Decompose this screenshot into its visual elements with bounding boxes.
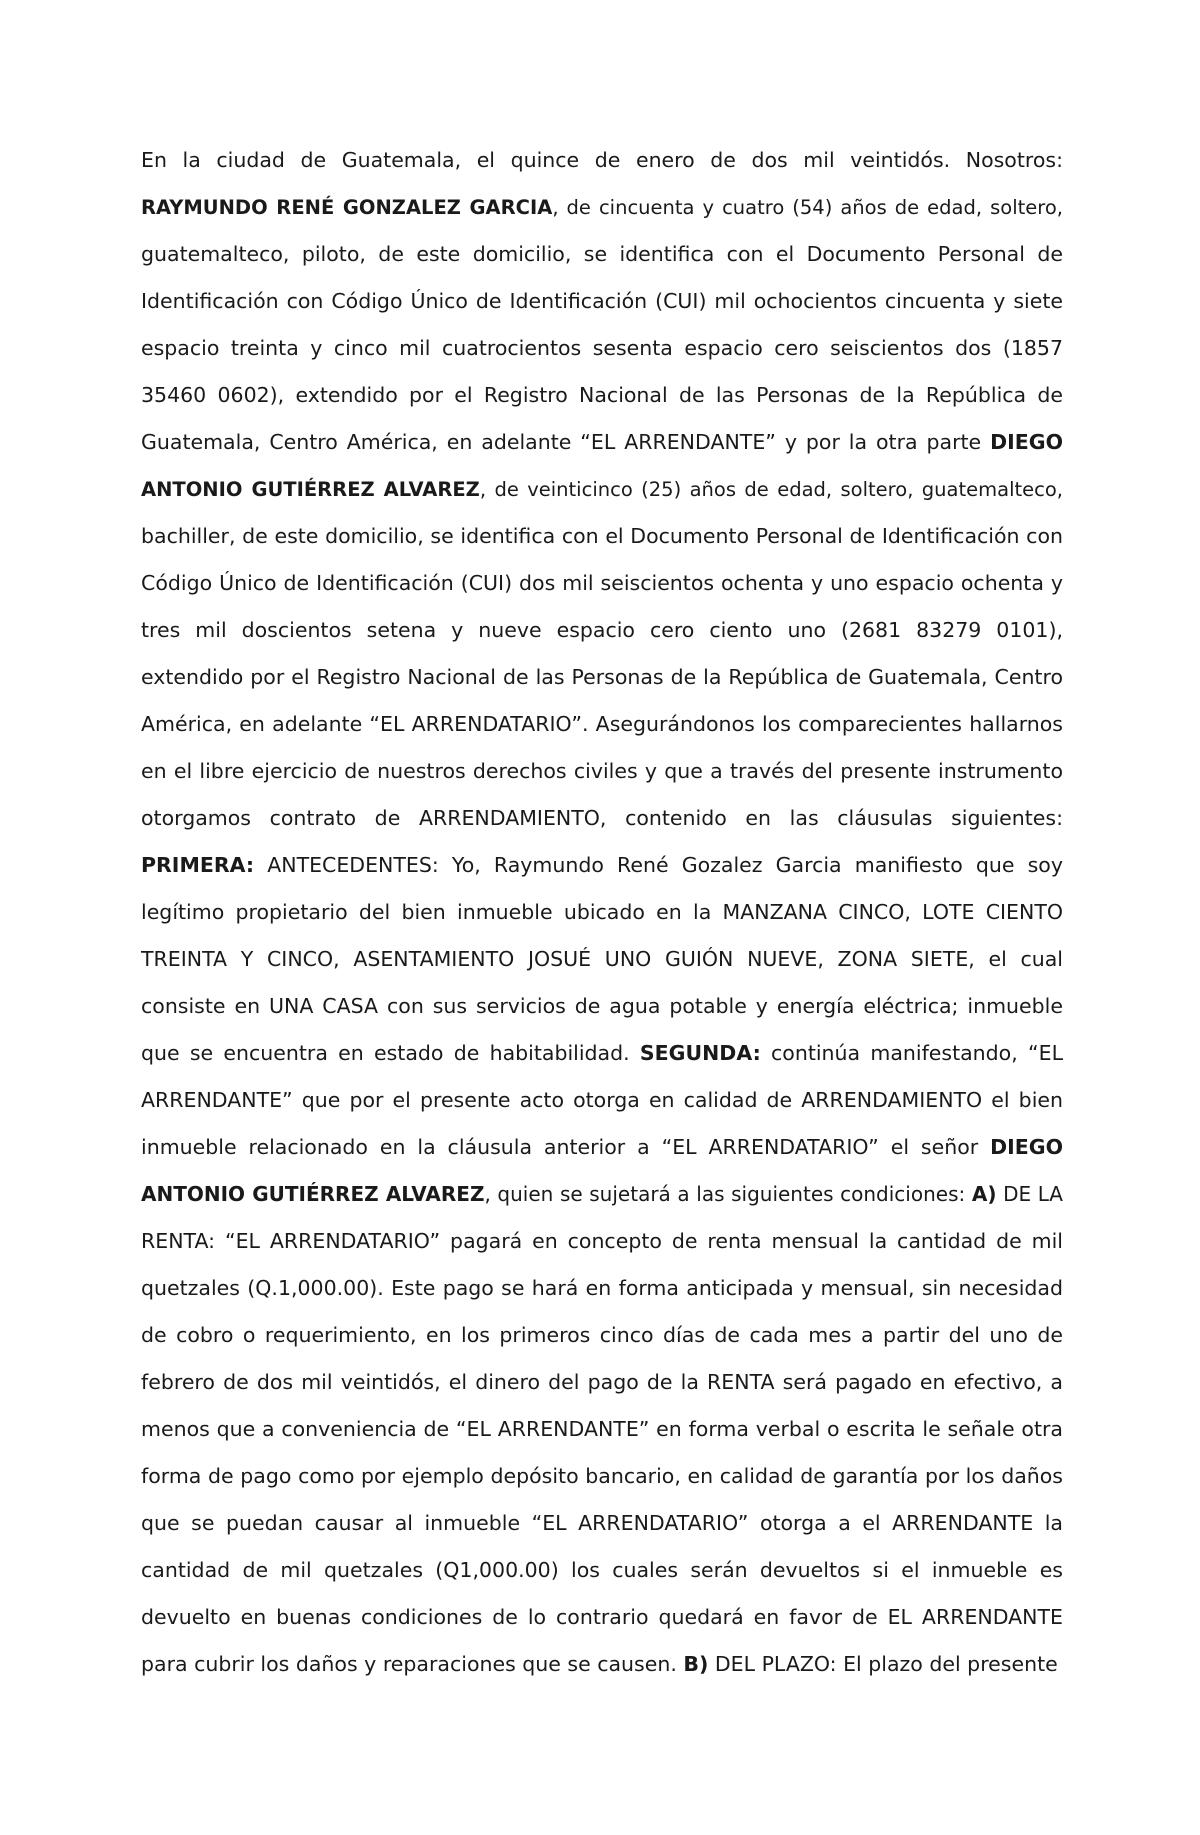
- text-segment: , de cincuenta y cuatro (54) años de edad, soltero,: [552, 196, 1063, 219]
- text-segment: bachiller, de este domicilio, se identifica con el Documento Personal de Identificación con: [141, 524, 1063, 548]
- text-segment: que se puedan causar al inmueble “EL ARRENDATARIO” otorga a el ARRENDANTE la: [141, 1511, 1063, 1535]
- text-line: [141, 1500, 1063, 1547]
- text-segment: que se encuentra en estado de habitabilidad.: [141, 1041, 640, 1065]
- text-line: [141, 983, 1063, 1030]
- text-line: [141, 278, 1063, 325]
- text-line: [141, 466, 1063, 513]
- text-segment: continúa manifestando, “EL: [760, 1041, 1063, 1065]
- text-line: [141, 372, 1063, 419]
- text-segment: consiste en UNA CASA con sus servicios de agua potable y energía eléctrica; inmueble: [141, 994, 1063, 1018]
- text-segment: para cubrir los daños y reparaciones que se causen.: [141, 1652, 684, 1676]
- text-line: [141, 701, 1063, 748]
- bold-text-segment: A): [971, 1182, 997, 1206]
- text-segment: tres mil doscientos setena y nueve espacio cero ciento uno (2681 83279 0101),: [141, 618, 1063, 642]
- text-line: [141, 936, 1063, 983]
- text-segment: Identificación con Código Único de Identificación (CUI) mil ochocientos cincuenta y siete: [141, 289, 1063, 313]
- text-segment: inmueble relacionado en la cláusula anterior a “EL ARRENDATARIO” el señor: [141, 1135, 991, 1159]
- text-line: [141, 419, 1063, 466]
- text-line: [141, 184, 1063, 231]
- text-line: [141, 325, 1063, 372]
- text-segment: DE LA: [996, 1182, 1063, 1206]
- text-line: [141, 1124, 1063, 1171]
- text-segment: ANTECEDENTES: Yo, Raymundo René Gozalez Garcia manifiesto que soy: [254, 853, 1063, 877]
- bold-text-segment: SEGUNDA:: [639, 1041, 761, 1065]
- text-segment: en el libre ejercicio de nuestros derechos civiles y que a través del presente instrumento: [141, 759, 1063, 783]
- text-line: [141, 795, 1063, 842]
- text-line: [141, 1030, 1063, 1077]
- text-line: [141, 1641, 1063, 1688]
- text-segment: legítimo propietario del bien inmueble ubicado en la MANZANA CINCO, LOTE CIENTO: [141, 900, 1063, 924]
- text-line: [141, 748, 1063, 795]
- text-segment: forma de pago como por ejemplo depósito bancario, en calidad de garantía por los daños: [141, 1464, 1063, 1488]
- text-line: [141, 1265, 1063, 1312]
- text-segment: Código Único de Identificación (CUI) dos mil seiscientos ochenta y uno espacio ochenta y: [141, 571, 1063, 595]
- text-line: [141, 1218, 1063, 1265]
- text-segment: devuelto en buenas condiciones de lo contrario quedará en favor de EL ARRENDANTE: [141, 1605, 1063, 1629]
- text-segment: febrero de dos mil veintidós, el dinero del pago de la RENTA será pagado en efectivo, a: [141, 1370, 1063, 1394]
- text-line: [141, 1406, 1063, 1453]
- text-segment: En la ciudad de Guatemala, el quince de enero de dos mil veintidós. Nosotros:: [141, 148, 1063, 172]
- text-segment: de cobro o requerimiento, en los primeros cinco días de cada mes a partir del uno de: [141, 1323, 1063, 1347]
- text-line: [141, 513, 1063, 560]
- text-line: [141, 889, 1063, 936]
- text-segment: quetzales (Q.1,000.00). Este pago se hará en forma anticipada y mensual, sin necesidad: [141, 1276, 1063, 1300]
- bold-text-segment: DIEGO: [990, 1135, 1063, 1159]
- text-line: [141, 1594, 1063, 1641]
- text-line: [141, 1359, 1063, 1406]
- text-line: [141, 1171, 1063, 1218]
- text-line: [141, 231, 1063, 278]
- text-segment: cantidad de mil quetzales (Q1,000.00) los cuales serán devueltos si el inmueble es: [141, 1558, 1063, 1582]
- text-line: [141, 1547, 1063, 1594]
- contract-text: [141, 137, 1063, 1688]
- text-segment: espacio treinta y cinco mil cuatrocientos sesenta espacio cero seiscientos dos (1857: [141, 336, 1063, 360]
- text-segment: guatemalteco, piloto, de este domicilio, se identifica con el Documento Personal de: [141, 242, 1063, 266]
- text-segment: Guatemala, Centro América, en adelante “EL ARRENDANTE” y por la otra parte: [141, 430, 991, 454]
- text-segment: , de veinticinco (25) años de edad, soltero, guatemalteco,: [479, 478, 1063, 501]
- text-segment: DEL PLAZO: El plazo del presente: [708, 1652, 1058, 1676]
- text-line: [141, 560, 1063, 607]
- bold-text-segment: DIEGO: [990, 430, 1063, 454]
- text-segment: , quien se sujetará a las siguientes condiciones:: [484, 1182, 972, 1206]
- text-line: [141, 1453, 1063, 1500]
- text-line: [141, 654, 1063, 701]
- text-segment: ARRENDANTE” que por el presente acto otorga en calidad de ARRENDAMIENTO el bien: [141, 1088, 1063, 1112]
- text-line: [141, 842, 1063, 889]
- text-segment: TREINTA Y CINCO, ASENTAMIENTO JOSUÉ UNO GUIÓN NUEVE, ZONA SIETE, el cual: [141, 947, 1063, 971]
- text-segment: menos que a conveniencia de “EL ARRENDANTE” en forma verbal o escrita le señale otra: [141, 1417, 1063, 1441]
- bold-text-segment: ANTONIO GUTIÉRREZ ALVAREZ: [141, 478, 480, 501]
- text-segment: 35460 0602), extendido por el Registro Nacional de las Personas de la República de: [141, 383, 1063, 407]
- text-segment: América, en adelante “EL ARRENDATARIO”. Asegurándonos los comparecientes hallarnos: [141, 712, 1063, 736]
- text-segment: extendido por el Registro Nacional de las Personas de la República de Guatemala, Centro: [141, 665, 1063, 689]
- text-segment: otorgamos contrato de ARRENDAMIENTO, contenido en las cláusulas siguientes:: [141, 806, 1063, 830]
- bold-text-segment: ANTONIO GUTIÉRREZ ALVAREZ: [141, 1182, 485, 1206]
- bold-text-segment: B): [683, 1652, 709, 1676]
- bold-text-segment: PRIMERA:: [141, 853, 255, 877]
- text-line: [141, 137, 1063, 184]
- text-line: [141, 1077, 1063, 1124]
- bold-text-segment: RAYMUNDO RENÉ GONZALEZ GARCIA: [141, 196, 553, 219]
- text-line: [141, 607, 1063, 654]
- text-segment: RENTA: “EL ARRENDATARIO” pagará en concepto de renta mensual la cantidad de mil: [141, 1229, 1063, 1253]
- text-line: [141, 1312, 1063, 1359]
